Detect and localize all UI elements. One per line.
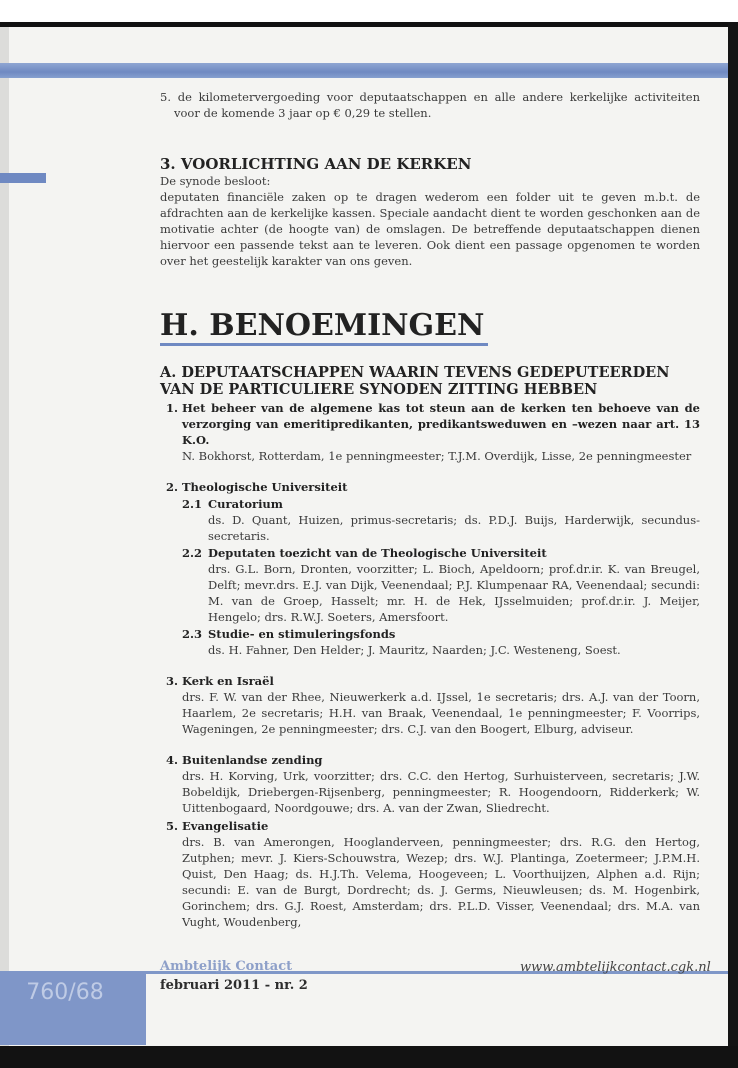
header-band: [0, 63, 728, 78]
list-item: [160, 479, 700, 658]
magazine-title: Ambtelijk Contact: [160, 959, 293, 974]
main-heading: H. BENOEMINGEN: [160, 309, 488, 346]
item-title: Kerk en Israël: [182, 674, 274, 688]
sub-item: [182, 545, 700, 625]
issue-label: februari 2011 - nr. 2: [160, 978, 308, 993]
sub-item-text: ds. H. Fahner, Den Helder; J. Mauritz, Naarden; J.C. Westeneng, Soest.: [208, 643, 621, 657]
section-text: deputaten financiële zaken op te dragen wederom een folder uit te geven m.b.t. de afdrachten aan de kerkelijke kassen. Speciale aandacht dient te worden geschonken aan de motivatie achter (de hoogte van) de omslagen. De betreffende deputaatschappen dienen hiervoor een passende tekst aan te leveren. Ook dient een passage opgenomen te worden over het geestelijk karakter van ons geven.: [160, 190, 700, 268]
subheading: A. DEPUTAATSCHAPPEN WAARIN TEVENS GEDEPUTEERDEN VAN DE PARTICULIERE SYNODEN ZITTING HEBBEN: [160, 364, 670, 398]
sub-item-title: Deputaten toezicht van de Theologische Universiteit: [208, 546, 547, 560]
section-heading: 3. VOORLICHTING AAN DE KERKEN: [160, 155, 472, 173]
sub-item-title: Curatorium: [208, 497, 283, 511]
sub-item-number: 2.2: [182, 546, 203, 560]
sub-item-text: drs. G.L. Born, Dronten, voorzitter; L. Bioch, Apeldoorn; prof.dr.ir. K. van Breugel, Delft; mevr.drs. E.J. van Dijk, Veenendaal; P.J. Klumpenaar RA, Veenendaal; secundi: M. van de Groep, Hasselt; mr. H. de Hek, IJsselmuiden; prof.dr.ir. J. Meijer, Hengelo; drs. R.W.J. Soeters, Amersfoort.: [208, 562, 700, 624]
list-item: [160, 818, 700, 930]
item-number: 2.: [166, 480, 179, 494]
intro-item: 5. de kilometervergoeding voor deputaatschappen en alle andere kerkelijke activiteiten voor de komende 3 jaar op € 0,29 te stellen.: [160, 90, 700, 120]
scan-right-edge: [728, 22, 738, 1047]
section-lead: De synode besloot:: [160, 174, 271, 188]
item-number: 4.: [166, 753, 179, 767]
sub-item-text: ds. D. Quant, Huizen, primus-secretaris; ds. P.D.J. Buijs, Harderwijk, secundus-secretaris.: [208, 513, 700, 543]
item-number: 3.: [166, 674, 179, 688]
list-item: [160, 752, 700, 816]
margin-marker: [0, 173, 46, 183]
scan-bottom-edge: [0, 1046, 738, 1068]
item-number: 1.: [166, 401, 179, 415]
sub-item: [182, 626, 700, 658]
page-number: 760/68: [26, 980, 104, 1005]
item-title: Theologische Universiteit: [182, 480, 348, 494]
sub-item-number: 2.3: [182, 627, 203, 641]
item-number: 5.: [166, 819, 179, 833]
list-item: [160, 673, 700, 737]
list-item: [160, 400, 700, 464]
page-number-box: [0, 972, 146, 1045]
item-text: N. Bokhorst, Rotterdam, 1e penningmeester; T.J.M. Overdijk, Lisse, 2e penningmeester: [182, 449, 692, 463]
item-title: Het beheer van de algemene kas tot steun aan de kerken ten behoeve van de verzorging van emeritipredikanten, predikantsweduwen en –wezen naar art. 13 K.O.: [182, 401, 700, 447]
sub-item-title: Studie- en stimuleringsfonds: [208, 627, 396, 641]
sub-item: [182, 496, 700, 544]
item-title: Evangelisatie: [182, 819, 269, 833]
item-title: Buitenlandse zending: [182, 753, 323, 767]
sub-item-number: 2.1: [182, 497, 203, 511]
item-text: drs. H. Korving, Urk, voorzitter; drs. C.C. den Hertog, Surhuisterveen, secretaris; J.W. Bobeldijk, Driebergen-Rijsenberg, penningmeester; R. Hoogendoorn, Ridderkerk; W. Uittenbogaard, Noordgouwe; drs. A. van der Zwan, Sliedrecht.: [182, 769, 700, 815]
article-body: [160, 89, 700, 930]
item-text: drs. B. van Amerongen, Hooglanderveen, penningmeester; drs. R.G. den Hertog, Zutphen; mevr. J. Kiers-Schouwstra, Wezep; drs. W.J. Plantinga, Zoetermeer; J.P.M.H. Quist, Den Haag; ds. H.J.Th. Velema, Hoogeveen; L. Voorthuijzen, Alphen a.d. Rijn; secundi: E. van de Burgt, Dordrecht; ds. J. Germs, Nieuwleusen; ds. M. Hogenbirk, Gorinchem; drs. G.J. Roest, Amsterdam; drs. P.L.D. Visser, Veenendaal; drs. M.A. van Vught, Woudenberg,: [182, 835, 700, 929]
item-text: drs. F. W. van der Rhee, Nieuwerkerk a.d. IJssel, 1e secretaris; drs. A.J. van der Toorn, Haarlem, 2e secretaris; H.H. van Braak, Veenendaal, 1e penningmeester; F. Voorrips, Wageningen, 2e penningmeester; drs. C.J. van den Boogert, Elburg, adviseur.: [182, 690, 700, 736]
website-url: www.ambtelijkcontact.cgk.nl: [520, 960, 711, 975]
